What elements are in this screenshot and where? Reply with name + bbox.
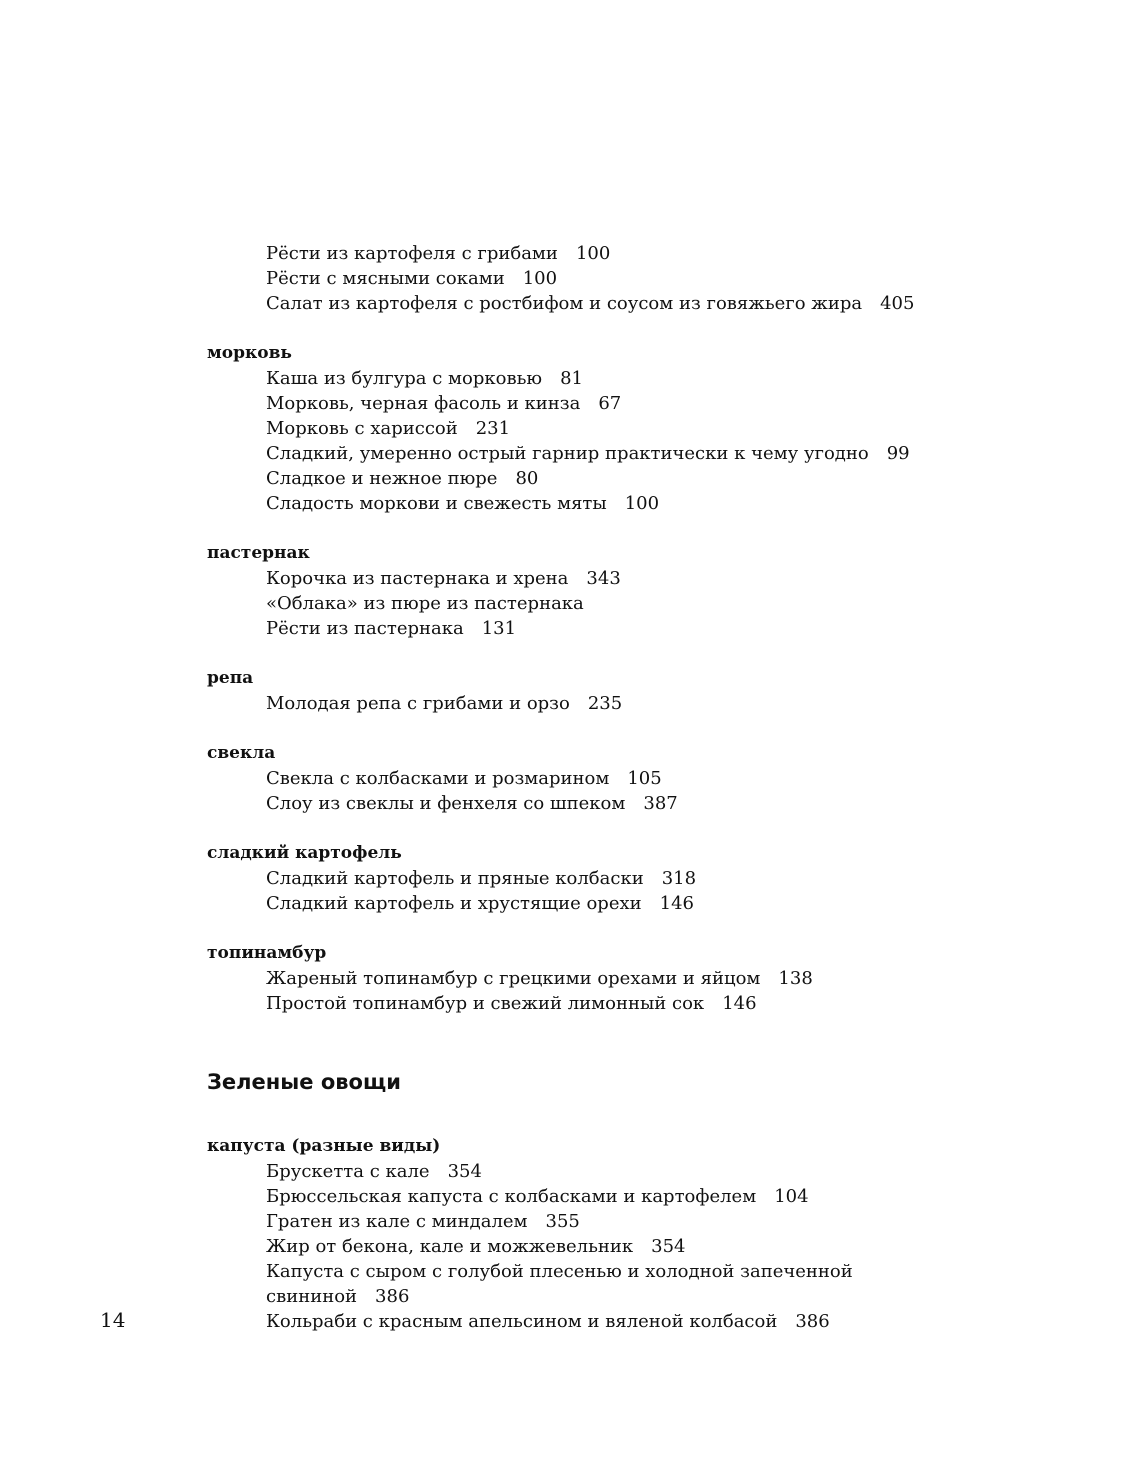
index-entry: Свекла с колбасками и розмарином 105 [266, 768, 662, 789]
page-number: 14 [100, 1308, 126, 1332]
index-entry: Жареный топинамбур с грецкими орехами и яйцом 138 [266, 968, 813, 989]
index-entry: Молодая репа с грибами и орзо 235 [266, 693, 623, 714]
index-entry: Брускетта с кале 354 [266, 1161, 482, 1182]
index-entry: Кольраби с красным апельсином и вяленой колбасой 386 [266, 1311, 830, 1332]
index-entry: Рёсти с мясными соками 100 [266, 268, 558, 289]
index-entry: Слоу из свеклы и фенхеля со шпеком 387 [266, 793, 678, 814]
index-entry: Морковь с хариссой 231 [266, 418, 511, 439]
index-entry: Гратен из кале с миндалем 355 [266, 1211, 580, 1232]
index-heading: капуста (разные виды) [207, 1136, 441, 1156]
index-entry: Морковь, черная фасоль и кинза 67 [266, 393, 622, 414]
index-entry: Корочка из пастернака и хрена 343 [266, 568, 621, 589]
index-entry: Сладость моркови и свежесть мяты 100 [266, 493, 660, 514]
index-entry: Рёсти из картофеля с грибами 100 [266, 243, 611, 264]
index-heading: сладкий картофель [207, 843, 402, 863]
index-heading: топинамбур [207, 943, 327, 963]
index-entry: Каша из булгура с морковью 81 [266, 368, 584, 389]
index-entry: Брюссельская капуста с колбасками и картофелем 104 [266, 1186, 809, 1207]
index-entry: Сладкий картофель и пряные колбаски 318 [266, 868, 697, 889]
index-heading: свекла [207, 743, 276, 763]
index-heading: пастернак [207, 543, 310, 563]
index-entry: Сладкий картофель и хрустящие орехи 146 [266, 893, 694, 914]
index-entry: Рёсти из пастернака 131 [266, 618, 517, 639]
index-heading: репа [207, 668, 254, 688]
index-entry: Сладкое и нежное пюре 80 [266, 468, 539, 489]
index-entry: Жир от бекона, кале и можжевельник 354 [266, 1236, 686, 1257]
index-entry: Простой топинамбур и свежий лимонный сок 146 [266, 993, 757, 1014]
index-entry: Сладкий, умеренно острый гарнир практически к чему угодно 99 [266, 443, 910, 464]
index-entry-wrapped: Капуста с сыром с голубой плесенью и холодной запеченной [266, 1261, 853, 1282]
section-title: Зеленые овощи [207, 1070, 401, 1094]
index-entry-continuation: свининой 386 [266, 1286, 410, 1307]
index-entry: «Облака» из пюре из пастернака [266, 593, 584, 614]
index-heading: морковь [207, 343, 292, 363]
index-entry: Салат из картофеля с ростбифом и соусом из говяжьего жира 405 [266, 293, 915, 314]
